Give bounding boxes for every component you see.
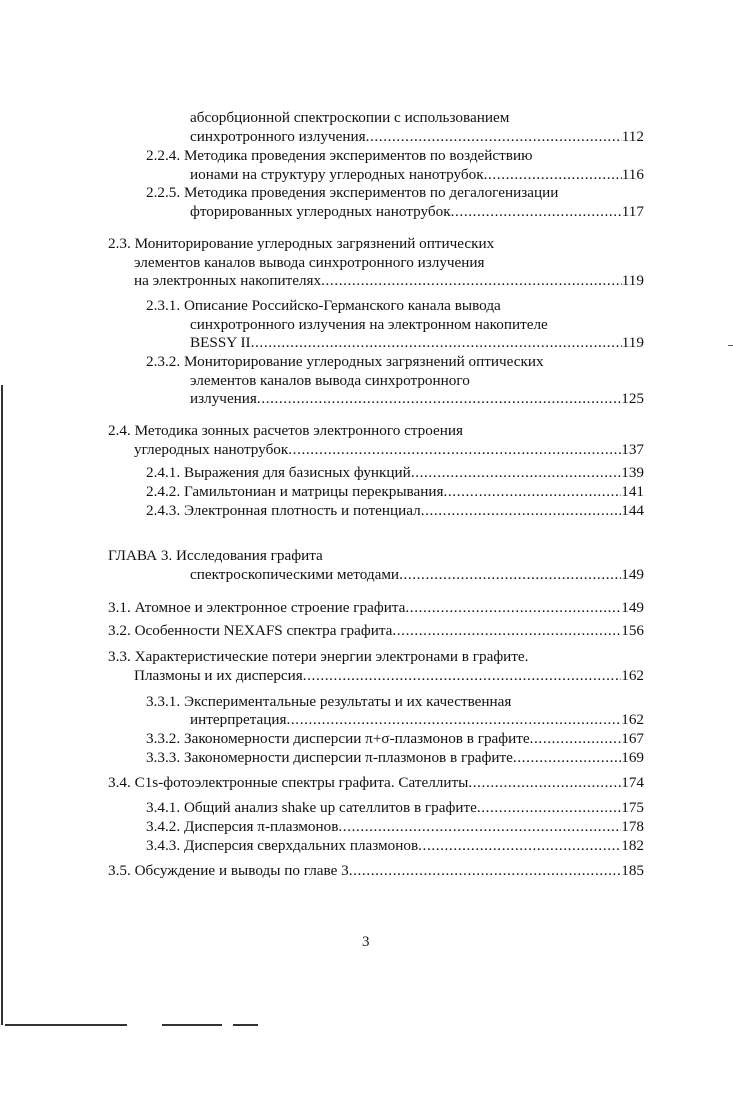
scan-mark (5, 1024, 127, 1026)
toc-text: 2.2.4. Методика проведения экспериментов по воздействию (146, 147, 533, 164)
toc-text: на электронных накопителях (134, 272, 322, 289)
toc-entry (146, 482, 644, 501)
dot-leader (484, 165, 622, 184)
dot-leader (468, 773, 621, 792)
toc-entry (146, 748, 644, 767)
toc-page: 149 (621, 566, 644, 583)
toc-page: 119 (621, 272, 644, 289)
toc-page: 139 (621, 464, 644, 481)
toc-entry (146, 463, 644, 482)
toc-text: 2.3. Мониторирование углеродных загрязнений оптических (108, 235, 495, 252)
dot-leader (451, 202, 622, 221)
toc-page: 169 (621, 749, 644, 766)
toc-text: 3.3.3. Закономерности дисперсии π-плазмонов в графите (146, 749, 513, 766)
toc-text: 3.4.1. Общий анализ shake up сателлитов в графите (146, 799, 477, 816)
toc-text: 3.2. Особенности NEXAFS спектра графита (108, 622, 393, 639)
toc-text: синхротронного излучения (190, 128, 366, 145)
toc-line (134, 253, 485, 272)
toc-entry (146, 817, 644, 836)
toc-text: 3.3. Характеристические потери энергии электронами в графите. (108, 648, 529, 665)
dot-leader (349, 861, 621, 880)
toc-text: 2.4.1. Выражения для базисных функций (146, 464, 411, 481)
toc-page: 185 (621, 862, 644, 879)
toc-page: 116 (621, 166, 644, 183)
dot-leader (288, 440, 621, 459)
dot-leader (366, 127, 622, 146)
dot-leader (411, 463, 621, 482)
toc-text: BESSY II (190, 334, 251, 351)
dot-leader (418, 836, 621, 855)
toc-line (108, 234, 494, 253)
toc-entry (190, 389, 644, 408)
toc-text: 3.4. C1s-фотоэлектронные спектры графита. Сателлиты (108, 774, 469, 791)
dot-leader (303, 666, 621, 685)
toc-line (108, 421, 463, 440)
toc-entry (108, 598, 644, 617)
toc-entry (146, 836, 644, 855)
toc-text: 2.2.5. Методика проведения экспериментов по дегалогенизации (146, 184, 559, 201)
toc-line (190, 315, 548, 334)
dot-leader (251, 333, 622, 352)
toc-line (190, 108, 509, 127)
toc-page: 141 (621, 483, 644, 500)
chapter-heading (108, 546, 323, 565)
dot-leader (321, 271, 622, 290)
toc-text: 3.4.2. Дисперсия π-плазмонов (146, 818, 339, 835)
dot-leader (477, 798, 621, 817)
scan-edge (1, 385, 3, 1025)
toc-line (146, 296, 501, 315)
dot-leader (257, 389, 621, 408)
toc-entry (108, 621, 644, 640)
toc-entry (108, 773, 644, 792)
toc-page: 119 (621, 334, 644, 351)
toc-line (146, 146, 532, 165)
toc-text: излучения (190, 390, 257, 407)
toc-text: спектроскопическими методами (190, 566, 400, 583)
toc-entry (134, 440, 644, 459)
toc-page: 137 (621, 441, 644, 458)
dot-leader (421, 501, 622, 520)
toc-text: 3.5. Обсуждение и выводы по главе 3 (108, 862, 349, 879)
toc-line (146, 352, 544, 371)
scan-mark (233, 1024, 258, 1026)
toc-line (146, 692, 511, 711)
page-number: 3 (362, 934, 370, 950)
toc-entry (190, 565, 644, 584)
toc-entry (190, 127, 644, 146)
toc-page: 156 (621, 622, 644, 639)
toc-text: углеродных нанотрубок (134, 441, 289, 458)
toc-page: 144 (621, 502, 644, 519)
toc-text: ионами на структуру углеродных нанотрубок (190, 166, 484, 183)
toc-text: 2.4.2. Гамильтониан и матрицы перекрывания (146, 483, 444, 500)
toc-line (146, 183, 558, 202)
toc-text: 3.4.3. Дисперсия сверхдальних плазмонов (146, 837, 419, 854)
toc-text: 3.3.2. Закономерности дисперсии π+σ-плазмонов в графите (146, 730, 530, 747)
toc-entry (108, 861, 644, 880)
toc-page: 175 (621, 799, 644, 816)
toc-page: 162 (621, 667, 644, 684)
dot-leader (287, 710, 622, 729)
toc-line (108, 647, 528, 666)
toc-page: 167 (621, 730, 644, 747)
toc-text: фторированных углеродных нанотрубок (190, 203, 451, 220)
toc-page: 178 (621, 818, 644, 835)
toc-text: 2.4.3. Электронная плотность и потенциал (146, 502, 421, 519)
toc-page: 174 (621, 774, 644, 791)
toc-entry (146, 729, 644, 748)
toc-text: синхротронного излучения на электронном накопителе (190, 316, 548, 333)
toc-text: интерпретация (190, 711, 287, 728)
toc-text: 3.3.1. Экспериментальные результаты и их качественная (146, 693, 512, 710)
toc-page: 149 (621, 599, 644, 616)
dot-leader (530, 729, 622, 748)
toc-entry (146, 501, 644, 520)
dot-leader (392, 621, 621, 640)
scan-mark (162, 1024, 222, 1026)
toc-entry (146, 798, 644, 817)
toc-page: 125 (621, 390, 644, 407)
scan-mark (728, 345, 733, 346)
toc-line (190, 371, 470, 390)
dot-leader (444, 482, 622, 501)
toc-page: 162 (621, 711, 644, 728)
toc-text: абсорбционной спектроскопии с использованием (190, 109, 510, 126)
toc-page: 112 (621, 128, 644, 145)
toc-text: Плазмоны и их дисперсия (134, 667, 303, 684)
dot-leader (399, 565, 621, 584)
toc-text: 2.3.2. Мониторирование углеродных загрязнений оптических (146, 353, 544, 370)
toc-entry (190, 202, 644, 221)
toc-text: 2.4. Методика зонных расчетов электронного строения (108, 422, 464, 439)
toc-text: элементов каналов вывода синхротронного излучения (134, 254, 485, 271)
dot-leader (405, 598, 621, 617)
toc-text: 2.3.1. Описание Российско-Германского канала вывода (146, 297, 501, 314)
toc-entry (134, 666, 644, 685)
toc-text: ГЛАВА 3. Исследования графита (108, 547, 323, 564)
dot-leader (338, 817, 621, 836)
toc-text: 3.1. Атомное и электронное строение графита (108, 599, 406, 616)
toc-text: элементов каналов вывода синхротронного (190, 372, 470, 389)
toc-entry (190, 333, 644, 352)
toc-entry (134, 271, 644, 290)
toc-page: 117 (621, 203, 644, 220)
toc-entry (190, 710, 644, 729)
toc-page: 182 (621, 837, 644, 854)
toc-entry (190, 165, 644, 184)
dot-leader (513, 748, 621, 767)
